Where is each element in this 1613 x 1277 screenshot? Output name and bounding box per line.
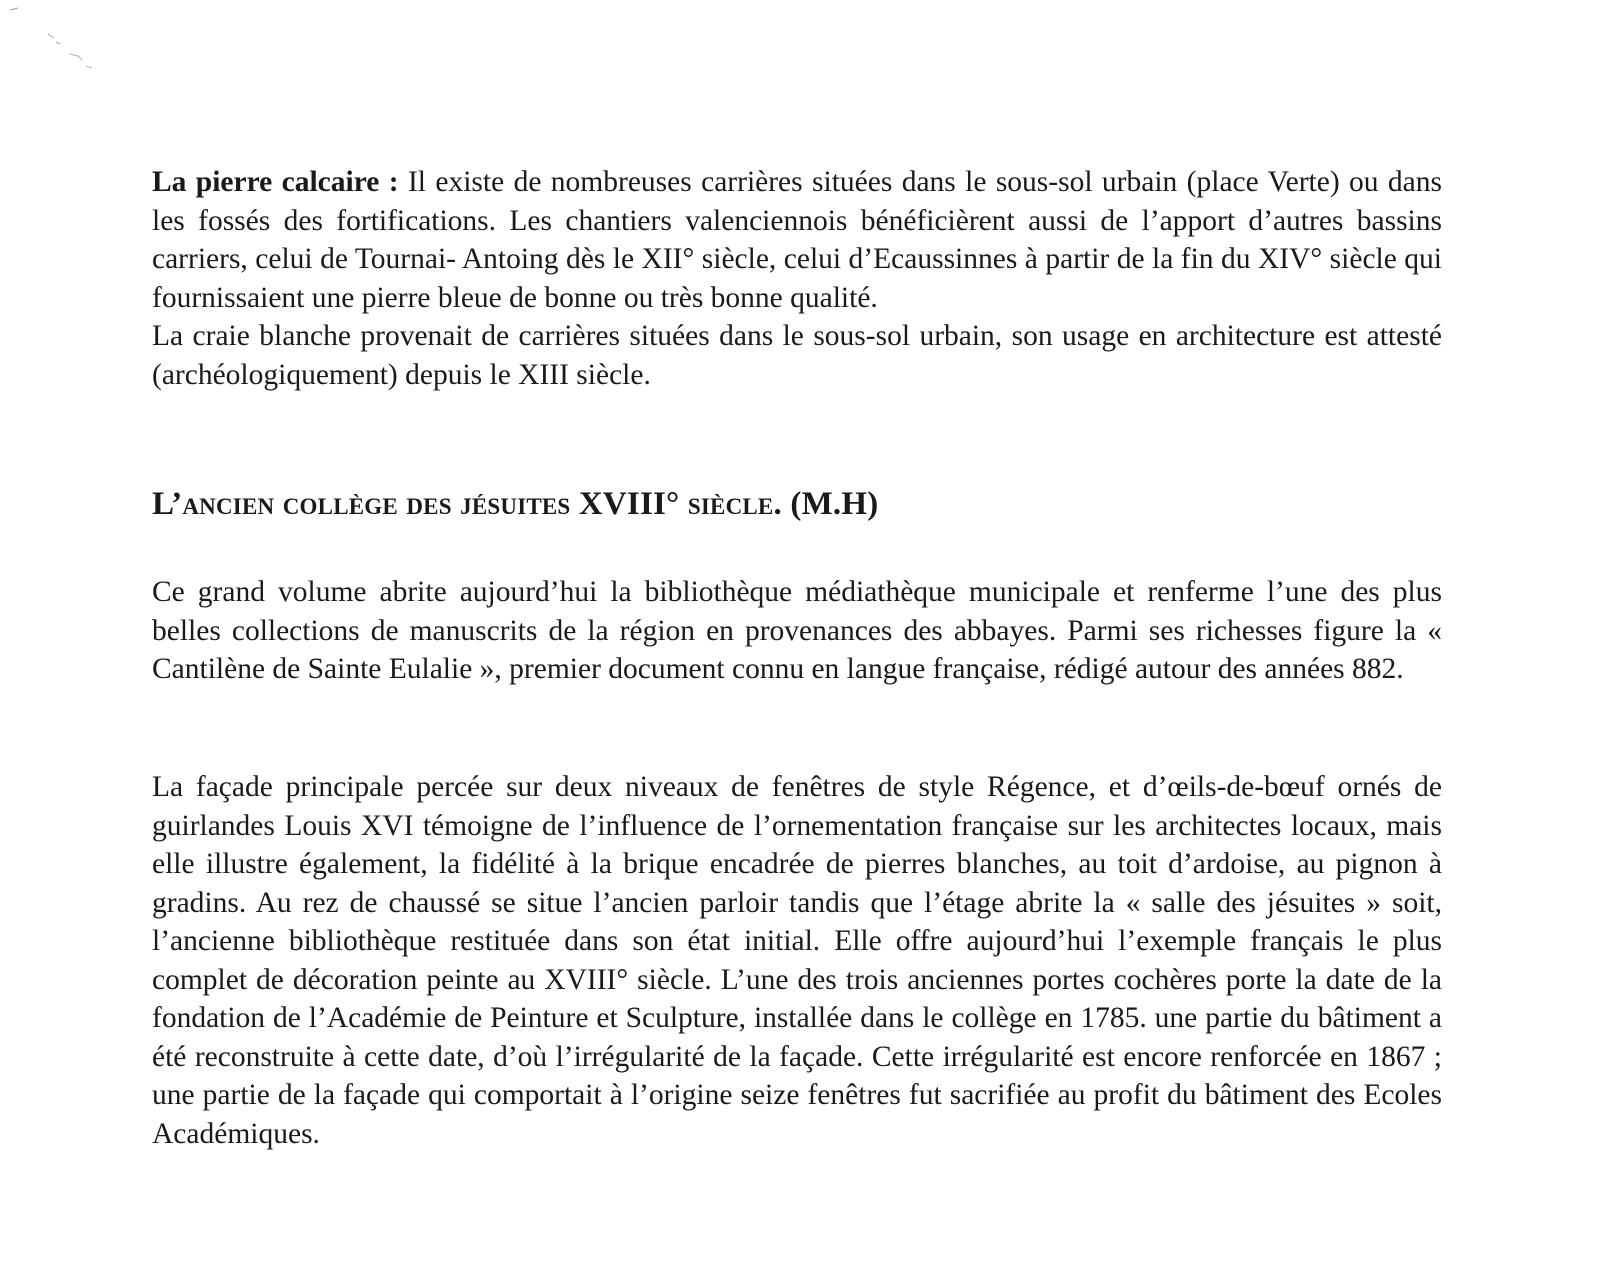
- calcaire-section: [152, 163, 1442, 394]
- facade-section: [152, 768, 1442, 1153]
- calcaire-lead: La pierre calcaire :: [152, 166, 399, 198]
- calcaire-paragraph: [152, 163, 1442, 317]
- facade-paragraph: La façade principale percée sur deux niveaux de fenêtres de style Régence, et d’œils-de-bœuf ornés de guirlandes Louis XVI témoigne de l’influence de l’ornementation française sur les architectes locaux, mais elle illustre également, la fidélité à la brique encadrée de pierres blanches, au toit d’ardoise, au pignon à gradins. Au rez de chaussé se situe l’ancien parloir tandis que l’étage abrite la « salle des jésuites » soit, l’ancienne bibliothèque restituée dans son état initial. Elle offre aujourd’hui l’exemple français le plus complet de décoration peinte au XVIII° siècle. L’une des trois anciennes portes cochères porte la date de la fondation de l’Académie de Peinture et Sculpture, installée dans le collège en 1785. une partie du bâtiment a été reconstruite à cette date, d’où l’irrégularité de la façade. Cette irrégularité est encore renforcée en 1867 ; une partie de la façade qui comportait à l’origine seize fenêtres fut sacrifiée au profit du bâtiment des Ecoles Académiques.: [152, 771, 1442, 1150]
- scan-artifact-marks: [8, 6, 98, 76]
- volume-paragraph: Ce grand volume abrite aujourd’hui la bibliothèque médiathèque municipale et renferme l’une des plus belles collections de manuscrits de la région en provenances des abbayes. Parmi ses richesses figure la « Cantilène de Sainte Eulalie », premier document connu en langue française, rédigé autour des années 882.: [152, 576, 1442, 685]
- section-heading: L’ancien collège des jésuites XVIII° siècle. (M.H): [152, 486, 879, 522]
- calcaire-text: Il existe de nombreuses carrières situées dans le sous-sol urbain (place Verte) ou dans les fossés des fortifications. Les chantiers valenciennois bénéficièrent aussi de l’apport d’autres bassins carriers, celui de Tournai- Antoing dès le XII° siècle, celui d’Ecaussinnes à partir de la fin du XIV° siècle qui fournissaient une pierre bleue de bonne ou très bonne qualité.: [152, 166, 1442, 314]
- craie-paragraph: La craie blanche provenait de carrières situées dans le sous-sol urbain, son usage en architecture est attesté (archéologiquement) depuis le XIII siècle.: [152, 320, 1442, 391]
- volume-section: [152, 573, 1442, 689]
